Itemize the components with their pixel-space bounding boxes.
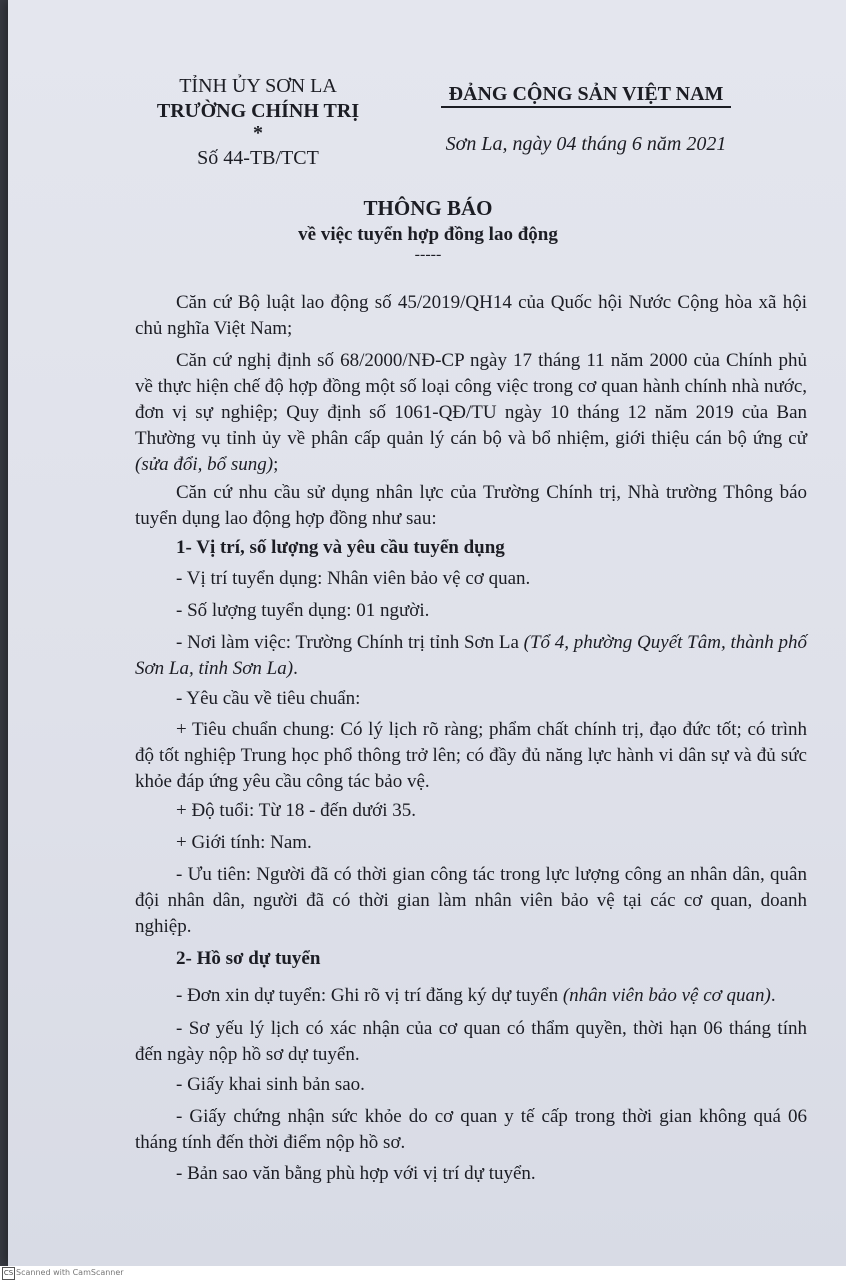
priority-criteria: - Ưu tiên: Người đã có thời gian công tác trong lực lượng công an nhân dân, quân đội nhân dân, người đã có thời gian làm nhân viên bảo vệ tại các cơ quan, doanh nghiệp. bbox=[135, 864, 807, 937]
paragraph-legal-basis-2 bbox=[135, 348, 807, 478]
age-requirement: + Độ tuổi: Từ 18 - đến dưới 35. bbox=[176, 800, 416, 821]
application-end: . bbox=[770, 985, 776, 1006]
application-text: - Đơn xin dự tuyển: Ghi rõ vị trí đăng ký dự tuyển bbox=[176, 985, 563, 1006]
document-subtitle: về việc tuyển hợp đồng lao động bbox=[298, 224, 558, 245]
paragraph-2-text: Căn cứ nghị định số 68/2000/NĐ-CP ngày 17 tháng 11 năm 2000 của Chính phủ về thực hiện chế độ hợp đồng một số loại công việc trong cơ quan hành chính nhà nước, đơn vị sự nghiệp; Quy định số 1061-QĐ/TU ngày 10 tháng 12 năm 2019 của Ban Thường vụ tỉnh ủy về phân cấp quản lý cán bộ và bổ nhiệm, giới thiệu cán bộ ứng cử bbox=[135, 350, 807, 449]
org-line-2: TRƯỜNG CHÍNH TRỊ bbox=[156, 100, 360, 122]
document-title: THÔNG BÁO bbox=[363, 196, 493, 220]
section-2-heading: 2- Hồ sơ dự tuyển bbox=[176, 948, 321, 969]
gender-requirement: + Giới tính: Nam. bbox=[176, 832, 312, 853]
camscanner-logo: CS bbox=[2, 1267, 15, 1280]
workplace-address: (Tổ 4, phường Quyết Tâm, thành phố Sơn La, tỉnh Sơn La) bbox=[135, 632, 807, 679]
scanner-watermark: Scanned with CamScanner bbox=[16, 1268, 124, 1277]
org-line-1: TỈNH ỦY SƠN LA bbox=[179, 75, 337, 97]
document-page bbox=[8, 0, 846, 1266]
paragraph-legal-basis-1: Căn cứ Bộ luật lao động số 45/2019/QH14 của Quốc hội Nước Cộng hòa xã hội chủ nghĩa Việt Nam; bbox=[135, 292, 807, 339]
diploma-copy: - Bản sao văn bằng phù hợp với vị trí dự tuyển. bbox=[176, 1163, 536, 1184]
document-number: Số 44-TB/TCT bbox=[197, 147, 319, 169]
birth-certificate: - Giấy khai sinh bản sao. bbox=[176, 1074, 365, 1095]
recruit-workplace bbox=[135, 630, 807, 682]
recruit-quantity: - Số lượng tuyển dụng: 01 người. bbox=[176, 600, 430, 621]
application-position: (nhân viên bảo vệ cơ quan) bbox=[562, 985, 771, 1006]
scanner-footer bbox=[0, 1266, 846, 1280]
paragraph-legal-basis-3: Căn cứ nhu cầu sử dụng nhân lực của Trường Chính trị, Nhà trường Thông báo tuyển dụng lao động hợp đồng như sau: bbox=[135, 482, 807, 529]
place-date: Sơn La, ngày 04 tháng 6 năm 2021 bbox=[445, 133, 727, 155]
workplace-text: - Nơi làm việc: Trường Chính trị tỉnh Sơn La bbox=[176, 632, 524, 653]
party-underline bbox=[441, 106, 731, 108]
title-separator: ----- bbox=[414, 246, 442, 263]
paragraph-2-italic: (sửa đổi, bổ sung) bbox=[135, 454, 274, 475]
paragraph-2-end: ; bbox=[273, 454, 279, 475]
application-form bbox=[176, 983, 776, 1009]
requirements-label: - Yêu cầu về tiêu chuẩn: bbox=[176, 688, 361, 709]
header-star: * bbox=[253, 122, 263, 144]
resume-requirement: - Sơ yếu lý lịch có xác nhận của cơ quan có thẩm quyền, thời hạn 06 tháng tính đến ngày nộp hồ sơ dự tuyển. bbox=[135, 1018, 807, 1065]
recruit-position: - Vị trí tuyển dụng: Nhân viên bảo vệ cơ quan. bbox=[176, 568, 531, 589]
health-certificate: - Giấy chứng nhận sức khỏe do cơ quan y tế cấp trong thời gian không quá 06 tháng tính đến thời điểm nộp hồ sơ. bbox=[135, 1106, 807, 1153]
workplace-end: . bbox=[293, 658, 298, 679]
general-standard: + Tiêu chuẩn chung: Có lý lịch rõ ràng; phẩm chất chính trị, đạo đức tốt; có trình độ tốt nghiệp Trung học phổ thông trở lên; có đầy đủ năng lực hành vi dân sự và đủ sức khỏe đáp ứng yêu cầu công tác bảo vệ. bbox=[135, 719, 807, 792]
section-1-heading: 1- Vị trí, số lượng và yêu cầu tuyển dụng bbox=[176, 537, 505, 558]
party-name: ĐẢNG CỘNG SẢN VIỆT NAM bbox=[448, 83, 724, 105]
